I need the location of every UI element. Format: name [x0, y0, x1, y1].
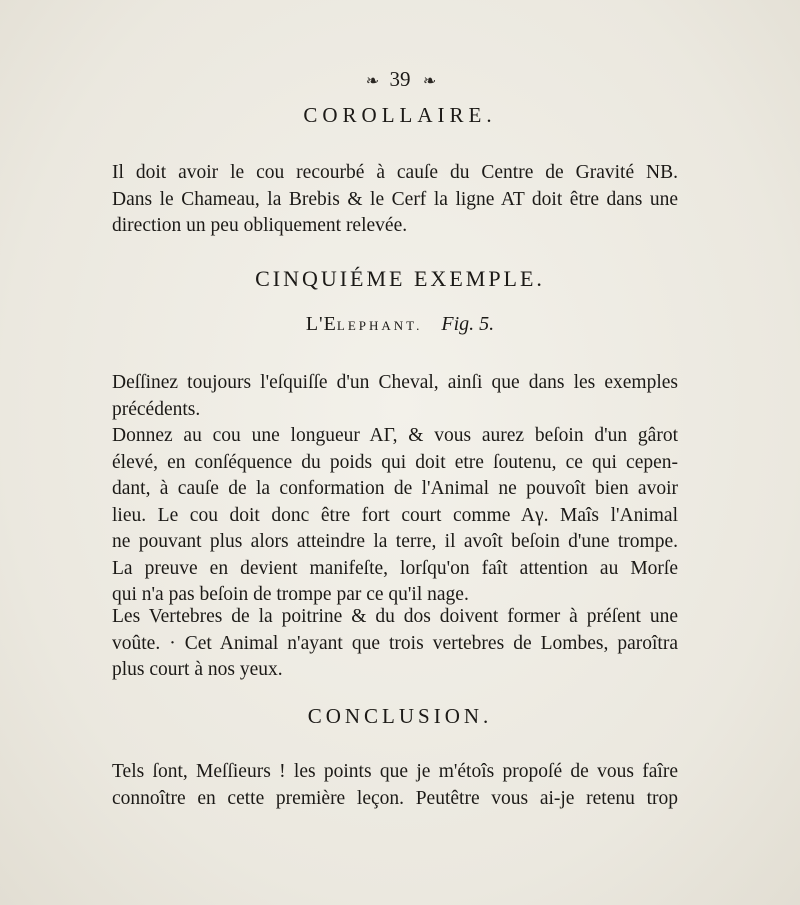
subheading-initial: L'E [305, 313, 337, 335]
text-line: connoître en cette première leçon. Peutêtre vous ai-je retenu trop [112, 787, 678, 809]
paragraph-esquisse [112, 370, 678, 423]
text-line: La preuve en devient manifeſte, lorſqu'on faît attention au Morſe [112, 557, 678, 579]
text-line: Il doit avoir le cou recourbé à cauſe du Centre de Gravité NB. [112, 162, 678, 183]
heading-cinquieme-exemple: CINQUIÉME EXEMPLE. [255, 266, 545, 291]
subheading-elephant [0, 313, 800, 336]
heading-corollaire: COROLLAIRE. [303, 103, 497, 127]
text-line: dant, à cauſe de la conformation de l'Animal ne pouvoît bien avoir [112, 478, 678, 499]
text-line: Deſſinez toujours l'eſquiſſe d'un Cheval, ainſi que dans les exemples [112, 372, 678, 393]
corollaire-paragraph [112, 160, 678, 240]
text-line: élevé, en conſéquence du poids qui doit etre ſoutenu, ce qui cepen- [112, 451, 678, 473]
text-line: Tels ſont, Meſſieurs ! les points que je m'étoîs propoſé de vous faîre [112, 761, 678, 782]
subheading-title [306, 313, 423, 335]
text-line: Les Vertebres de la poitrine & du dos doivent former à préſent une [112, 606, 678, 627]
page-number: 39 [389, 67, 411, 91]
heading-conclusion: CONCLUSION. [307, 704, 493, 728]
ornament-right-icon: ❧ [422, 70, 435, 90]
text-line: lieu. Le cou doit donc être fort court comme Aγ. Maîs l'Animal [112, 504, 678, 526]
text-line: Dans le Chameau, la Brebis & le Cerf la ligne AT doit être dans une [112, 188, 678, 210]
text-line: direction un peu obliquement relevée. [112, 215, 408, 236]
text-line: ne pouvant plus alors atteindre la terre, il avoît beſoin d'une trompe. [112, 531, 678, 552]
paragraph-cou [112, 423, 678, 609]
figure-reference: Fig. 5. [441, 313, 495, 335]
text-line: plus court à nos yeux. [112, 659, 283, 680]
subheading-rest: LEPHANT. [336, 318, 423, 333]
text-line: Donnez au cou une longueur AΓ, & vous aurez beſoin d'un gârot [112, 425, 678, 446]
text-line: qui n'a pas beſoin de trompe par ce qu'il nage. [112, 584, 469, 605]
paragraph-conclusion [112, 759, 678, 812]
text-line: précédents. [112, 398, 201, 420]
paragraph-vertebres [112, 604, 678, 684]
text-line: voûte. · Cet Animal n'ayant que trois vertebres de Lombes, paroîtra [112, 632, 678, 654]
page-header [0, 66, 800, 94]
ornament-left-icon: ❧ [365, 70, 378, 90]
